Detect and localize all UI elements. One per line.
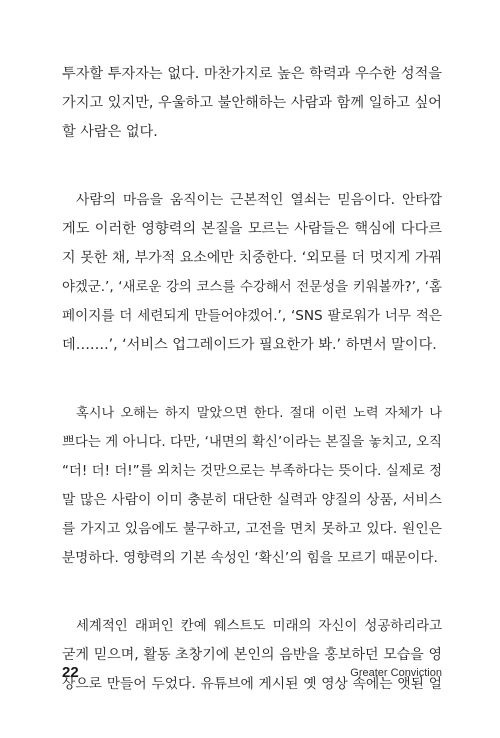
text-line: 게도 이러한 영향력의 본질을 모르는 사람들은 핵심에 다다르 [62, 221, 442, 237]
paragraph-2 [62, 186, 442, 360]
text-line: 굳게 믿으며, 활동 초창기에 본인의 음반을 홍보하던 모습을 영 [62, 647, 442, 663]
text-line: 혹시나 오해는 하지 말았으면 한다. 절대 이런 노력 자체가 나 [76, 406, 442, 421]
text-line: 상으로 만들어 두었다. 유튜브에 게시된 옛 영상 속에는 앳된 얼 [62, 676, 442, 692]
paragraph-1 [62, 60, 442, 147]
paragraph-4 [62, 612, 442, 699]
text-line: 투자할 투자자는 없다. 마찬가지로 높은 학력과 우수한 성적을 [62, 66, 442, 82]
text-line: 를 가지고 있음에도 불구하고, 고전을 면치 못하고 있다. 원인은 [62, 521, 442, 537]
text-line: 분명하다. 영향력의 기본 속성인 ‘확신’의 힘을 모르기 때문이다. [62, 550, 438, 566]
page-number: 22 [62, 664, 79, 681]
text-line: 쁘다는 게 아니다. 다만, ‘내면의 확신’이라는 본질을 놓치고, 오직 [62, 435, 442, 450]
text-line: 데…….’, ‘서비스 업그레이드가 필요한가 봐.’ 하면서 말이다. [62, 337, 437, 353]
text-line: “더! 더! 더!”를 외치는 것만으로는 부족하다는 뜻이다. 실제로 정 [62, 464, 442, 479]
text-line: 말 많은 사람이 이미 충분히 대단한 실력과 양질의 상품, 서비스 [62, 492, 442, 508]
text-line: 사람의 마음을 움직이는 근본적인 열쇠는 믿음이다. 안타깝 [76, 192, 442, 208]
text-line: 지 못한 채, 부가적 요소에만 치중한다. ‘외모를 더 멋지게 가꿔 [62, 250, 442, 266]
running-title: Greater Conviction [350, 667, 442, 679]
page-footer [62, 663, 442, 683]
text-line: 가지고 있지만, 우울하고 불안해하는 사람과 함께 일하고 싶어 [62, 95, 442, 111]
text-line: 할 사람은 없다. [62, 124, 158, 140]
paragraph-3 [62, 399, 442, 573]
text-line: 페이지를 더 세련되게 만들어야겠어.’, ‘SNS 팔로워가 너무 적은 [62, 308, 442, 324]
page-body [62, 60, 442, 738]
text-line: 세계적인 래퍼인 칸예 웨스트도 미래의 자신이 성공하리라고 [76, 619, 442, 634]
text-line: 야겠군.’, ‘새로운 강의 코스를 수강해서 전문성을 키워볼까?’, ‘홈 [62, 280, 442, 295]
